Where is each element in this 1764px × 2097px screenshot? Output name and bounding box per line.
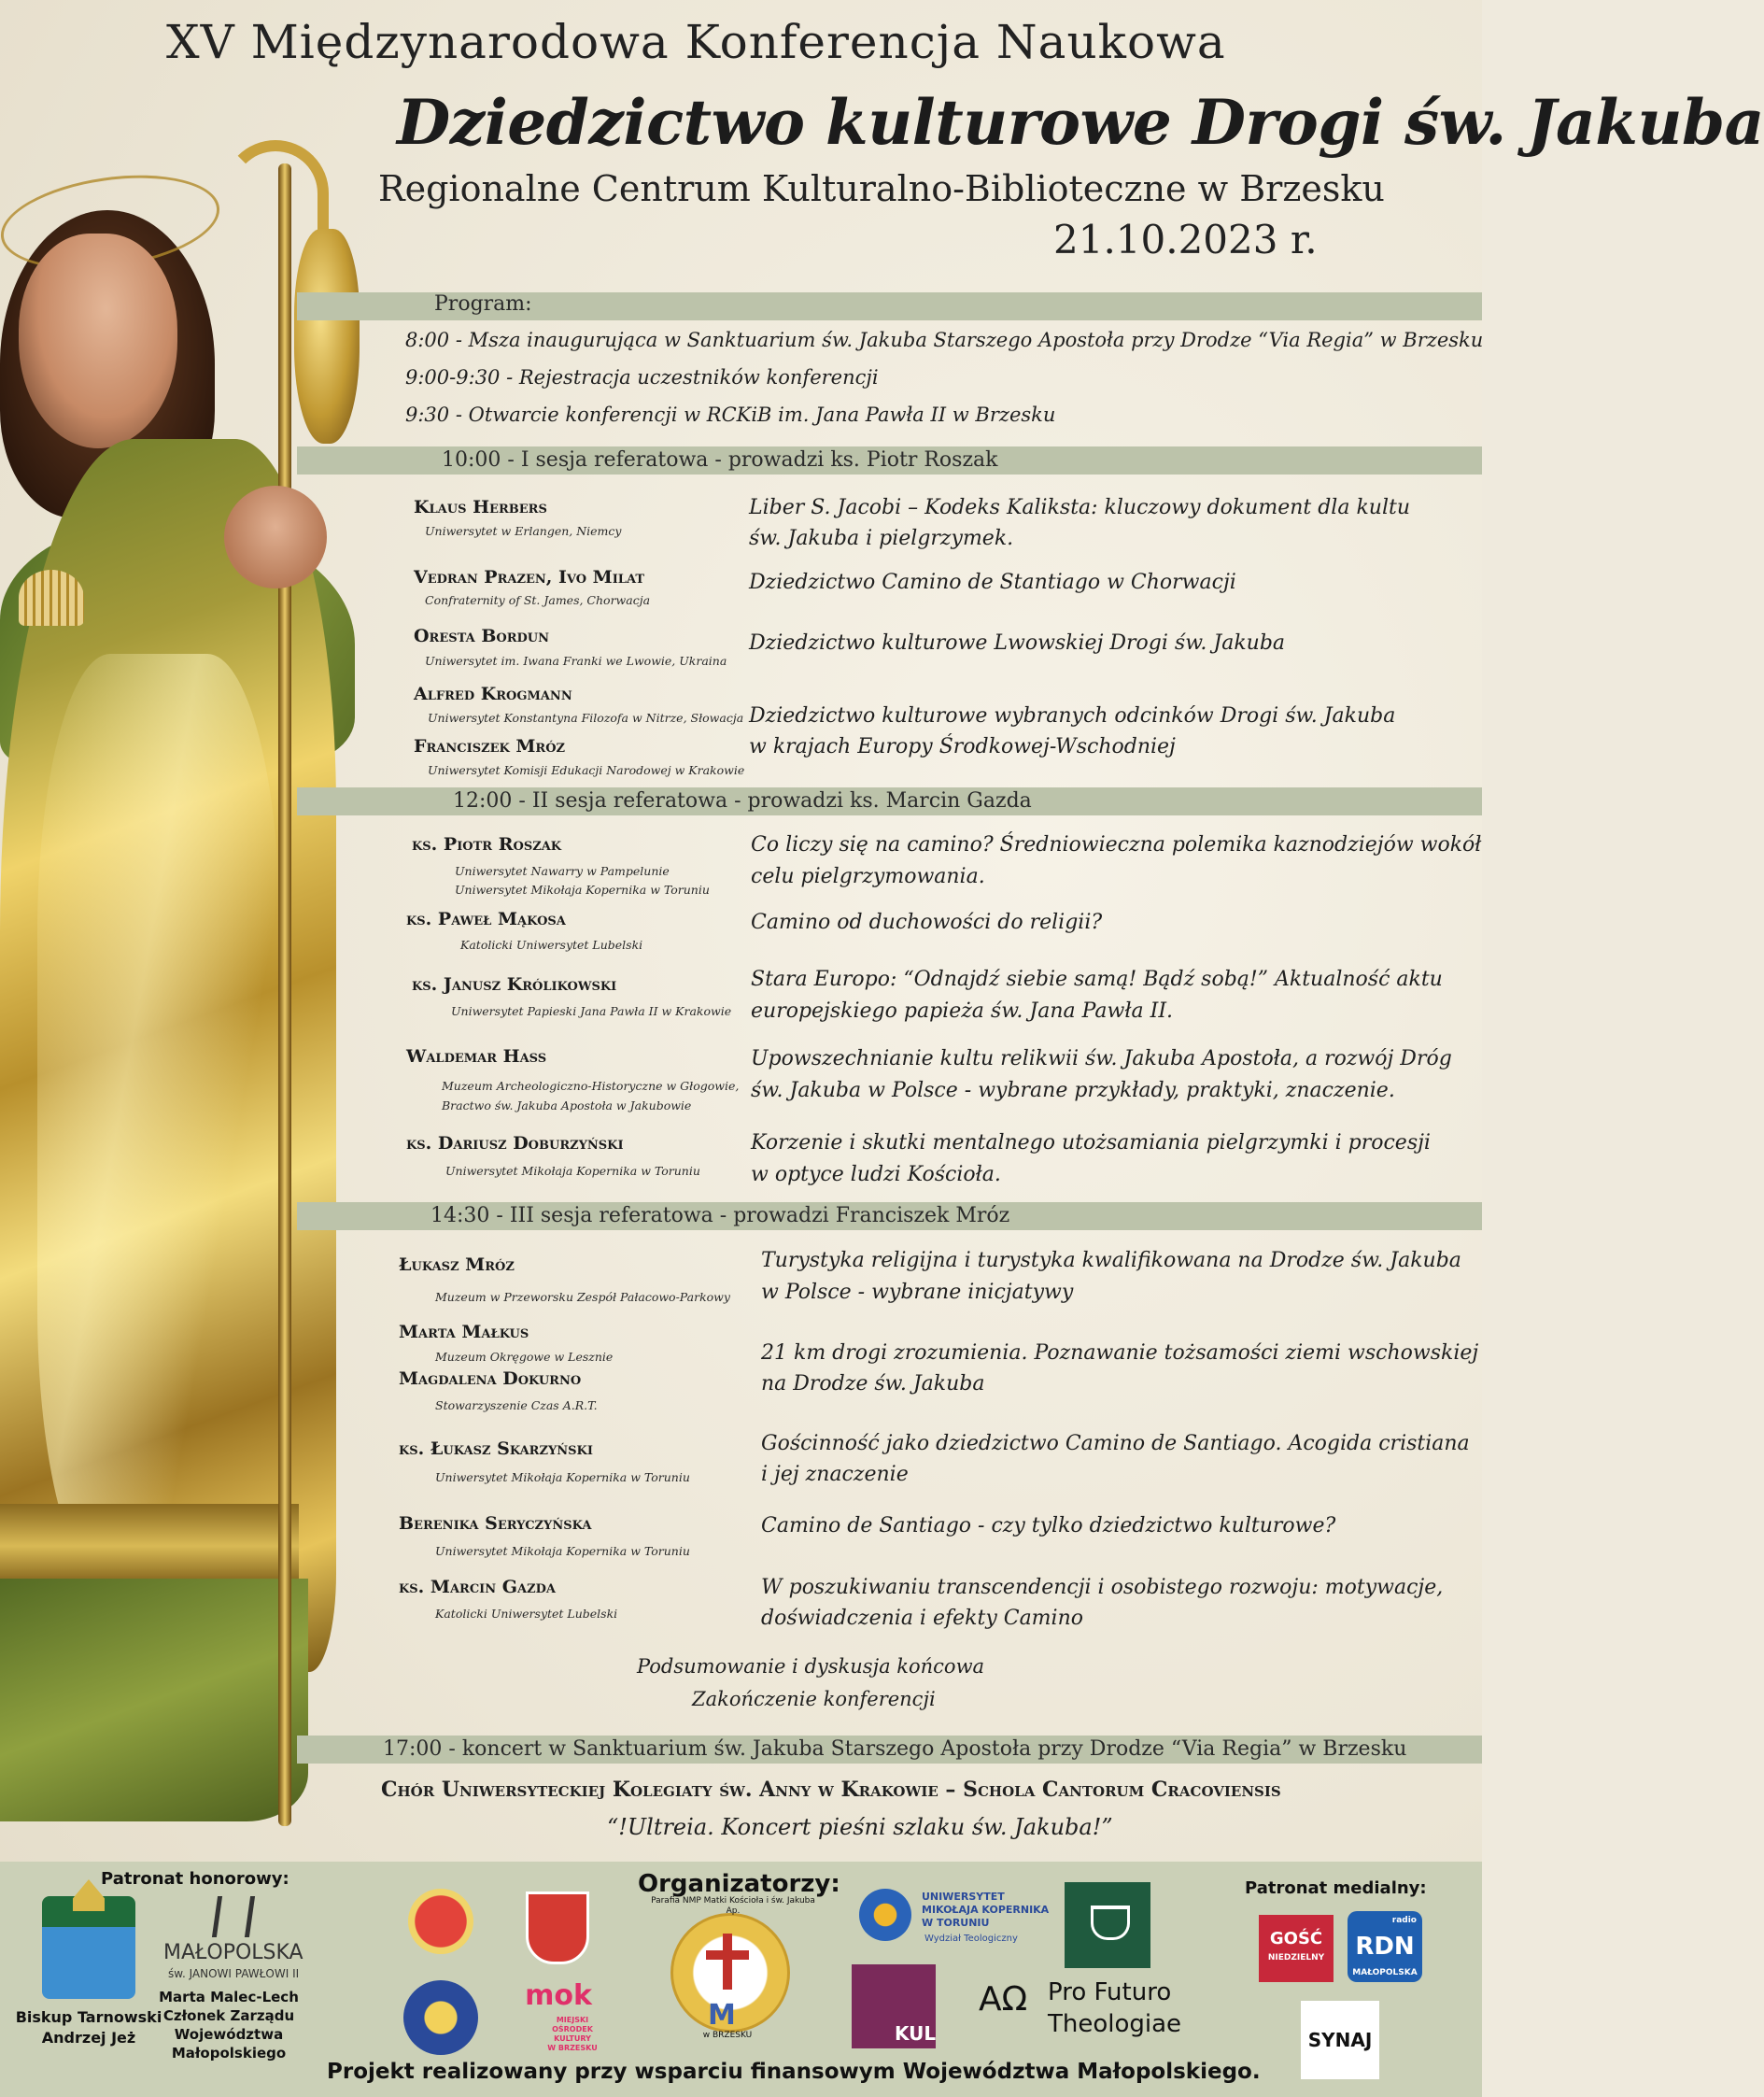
conference-closing: Zakończenie konferencji — [692, 1688, 936, 1710]
venue: Regionalne Centrum Kulturalno-Biblioteczne w Brzesku — [378, 168, 1385, 209]
speaker-affiliation-2: Uniwersytet Mikołaja Kopernika w Toruniu — [455, 883, 710, 897]
talk-title-cont: celu pielgrzymowania. — [751, 865, 985, 888]
speaker-affiliation: Muzeum Okręgowe w Lesznie — [435, 1350, 614, 1364]
parish-logo-letter: M — [708, 1999, 736, 2032]
session-3-title: 14:30 - III sesja referatowa - prowadzi Franciszek Mróz — [430, 1204, 1010, 1227]
speaker-name: ks. Paweł Mąkosa — [406, 909, 566, 929]
funding-note: Projekt realizowany przy wsparciu finansowym Województwa Małopolskiego. — [327, 2060, 1261, 2084]
brzesko-coat-of-arms-icon — [408, 1889, 473, 1954]
program-label: Program: — [434, 292, 532, 316]
speaker-name: Franciszek Mróz — [414, 736, 566, 757]
media-patronage-label: Patronat medialny: — [1245, 1878, 1427, 1898]
umk-logo-icon — [859, 1889, 911, 1941]
marta-caption-4: Małopolskiego — [171, 2045, 287, 2062]
session-1-title: 10:00 - I sesja referatowa - prowadzi ks. Piotr Roszak — [442, 448, 998, 472]
mok-logo-icon: mok — [525, 1978, 592, 2012]
honorary-patronage-label: Patronat honorowy: — [101, 1869, 289, 1889]
speaker-affiliation: Uniwersytet Nawarry w Pampelunie — [455, 864, 670, 878]
speaker-name: Marta Małkus — [399, 1322, 529, 1342]
talk-title-cont: i jej znaczenie — [761, 1463, 909, 1486]
talk-title: W poszukiwaniu transcendencji i osobistego rozwoju: motywacje, — [761, 1576, 1444, 1599]
speaker-affiliation-2: Bractwo św. Jakuba Apostoła w Jakubowie — [442, 1098, 692, 1112]
marta-caption-3: Województwa — [174, 2026, 284, 2043]
speaker-name: Vedran Prazen, Ivo Milat — [414, 567, 644, 588]
talk-title: Turystyka religijna i turystyka kwalifikowana na Drodze św. Jakuba — [761, 1249, 1461, 1272]
speaker-name: Oresta Bordun — [414, 626, 549, 646]
brotherhood-logo-icon — [403, 1980, 478, 2055]
talk-title: Camino de Santiago - czy tylko dziedzictwo kulturowe? — [761, 1514, 1336, 1537]
talk-title: Liber S. Jacobi – Kodeks Kaliksta: kluczowy dokument dla kultu — [749, 496, 1410, 519]
mok-caption-4: W BRZESKU — [547, 2044, 598, 2052]
pilgrim-gourd — [294, 229, 360, 444]
talk-title: Dziedzictwo kulturowe wybranych odcinków Drogi św. Jakuba — [749, 704, 1396, 728]
talk-title: Dziedzictwo kulturowe Lwowskiej Drogi św. Jakuba — [749, 631, 1286, 655]
statue-robe-hem — [0, 1504, 299, 1588]
organizers-label: Organizatorzy: — [638, 1870, 840, 1898]
talk-title-cont: św. Jakuba i pielgrzymek. — [749, 527, 1014, 550]
conference-date: 21.10.2023 r. — [1053, 217, 1318, 262]
mok-caption-1: MIEJSKI — [556, 2016, 589, 2024]
umk-name-1: UNIWERSYTET — [922, 1891, 1005, 1903]
speaker-affiliation: Uniwersytet Papieski Jana Pawła II w Krakowie — [451, 1004, 732, 1018]
parish-town: w BRZESKU — [702, 2031, 753, 2040]
umk-name-2: MIKOŁAJA KOPERNIKA — [922, 1904, 1050, 1916]
speaker-name: Alfred Krogmann — [414, 684, 572, 704]
program-item-2: 9:00-9:30 - Rejestracja uczestników konferencji — [405, 366, 879, 389]
mok-caption-2: OŚRODEK — [552, 2025, 593, 2033]
malopolska-logo-text: MAŁOPOLSKA — [163, 1941, 303, 1964]
conference-edition: XV Międzynarodowa Konferencja Naukowa — [166, 15, 1226, 69]
conference-title: Dziedzictwo kulturowe Drogi św. Jakuba — [397, 86, 1764, 159]
radio-rdn-logo-icon: radio RDN MAŁOPOLSKA — [1348, 1911, 1422, 1982]
gosc-niedzielny-logo-icon: GOŚĆ NIEDZIELNY — [1259, 1915, 1334, 1982]
mok-caption-3: KULTURY — [554, 2034, 591, 2043]
concert-subtitle: “!Ultreia. Koncert pieśni szlaku św. Jakuba!” — [607, 1814, 1113, 1840]
speaker-name: ks. Łukasz Skarzyński — [399, 1438, 593, 1459]
statue-hand — [224, 486, 327, 588]
statue-head — [19, 234, 177, 448]
statue-lower-robe — [0, 1579, 308, 1821]
pro-futuro-mark: ΑΩ — [979, 1980, 1028, 2019]
malopolska-logo-sub: św. JANOWI PAWŁOWI II — [168, 1967, 300, 1980]
session-2-title: 12:00 - II sesja referatowa - prowadzi ks. Marcin Gazda — [453, 789, 1032, 813]
speaker-affiliation: Confraternity of St. James, Chorwacja — [425, 593, 651, 607]
umk-name-3: W TORUNIU — [922, 1917, 990, 1929]
talk-title: Dziedzictwo Camino de Stantiago w Chorwacji — [749, 571, 1236, 594]
talk-title: Stara Europo: “Odnajdź siebie samą! Bądź sobą!” Aktualność aktu — [751, 968, 1443, 991]
scallop-shell-icon — [19, 570, 84, 626]
speaker-affiliation: Katolicki Uniwersytet Lubelski — [460, 938, 643, 952]
santiago-cross-icon — [723, 1934, 732, 1990]
talk-title: Camino od duchowości do religii? — [751, 911, 1103, 934]
talk-title: Gościnność jako dziedzictwo Camino de Santiago. Acogida cristiana — [761, 1432, 1470, 1455]
speaker-affiliation: Muzeum Archeologiczno-Historyczne w Głogowie, — [442, 1079, 740, 1093]
scales-icon — [1091, 1906, 1130, 1940]
county-coat-of-arms-icon — [526, 1892, 589, 1964]
speaker-name: ks. Janusz Królikowski — [412, 974, 617, 995]
talk-title: 21 km drogi zrozumienia. Poznawanie tożsamości ziemi wschowskiej — [761, 1341, 1479, 1365]
marta-caption-2: Członek Zarządu — [162, 2007, 295, 2024]
speaker-affiliation: Stowarzyszenie Czas A.R.T. — [435, 1398, 598, 1412]
santiago-cross-arm-icon — [706, 1950, 749, 1960]
malopolska-logo-icon — [212, 1896, 255, 1937]
speaker-affiliation: Uniwersytet Mikołaja Kopernika w Toruniu — [435, 1470, 690, 1484]
speaker-name: Łukasz Mróz — [399, 1254, 515, 1275]
statue-robe-shine — [37, 654, 280, 1588]
summary-discussion: Podsumowanie i dyskusja końcowa — [637, 1655, 985, 1678]
speaker-affiliation: Uniwersytet Mikołaja Kopernika w Toruniu — [445, 1164, 700, 1178]
speaker-name: Klaus Herbers — [414, 497, 547, 517]
speaker-name: Berenika Seryczyńska — [399, 1513, 592, 1534]
talk-title-cont: europejskiego papieża św. Jana Pawła II. — [751, 999, 1173, 1023]
marta-caption-1: Marta Malec-Lech — [159, 1989, 299, 2005]
kul-logo-text: KUL — [895, 2022, 937, 2045]
concert-title: 17:00 - koncert w Sanktuarium św. Jakuba Starszego Apostoła przy Drodze “Via Regia” w Brzesku — [383, 1737, 1407, 1761]
talk-title-cont: na Drodze św. Jakuba — [761, 1372, 985, 1396]
pro-futuro-line-1: Pro Futuro — [1048, 1978, 1172, 2006]
pro-futuro-line-2: Theologiae — [1048, 2010, 1182, 2038]
program-item-3: 9:30 - Otwarcie konferencji w RCKiB im. Jana Pawła II w Brzesku — [405, 404, 1056, 426]
synaj-logo-icon: SYNAJ — [1301, 2001, 1379, 2079]
talk-title-cont: doświadczenia i efekty Camino — [761, 1607, 1083, 1630]
talk-title: Upowszechnianie kultu relikwii św. Jakuba Apostoła, a rozwój Dróg — [751, 1047, 1452, 1070]
bishop-caption-2: Andrzej Jeż — [41, 2029, 136, 2047]
speaker-affiliation: Katolicki Uniwersytet Lubelski — [435, 1607, 618, 1621]
talk-title-cont: w optyce ludzi Kościoła. — [751, 1163, 1001, 1186]
umk-faculty: Wydział Teologiczny — [924, 1934, 1018, 1944]
speaker-affiliation: Uniwersytet Mikołaja Kopernika w Toruniu — [435, 1544, 690, 1558]
speaker-name: Magdalena Dokurno — [399, 1368, 582, 1389]
speaker-name: ks. Piotr Roszak — [412, 834, 562, 855]
speaker-name: ks. Dariusz Doburzyński — [406, 1133, 624, 1154]
talk-title-cont: w krajach Europy Środkowej-Wschodniej — [749, 735, 1176, 758]
talk-title-cont: św. Jakuba w Polsce - wybrane przykłady, praktyki, znaczenie. — [751, 1079, 1395, 1102]
talk-title-cont: w Polsce - wybrane inicjatywy — [761, 1281, 1074, 1304]
pilgrim-staff — [278, 163, 291, 1826]
speaker-name: Waldemar Hass — [406, 1046, 547, 1067]
speaker-affiliation: Uniwersytet Komisji Edukacji Narodowej w Krakowie — [428, 763, 745, 777]
parish-name: Parafia NMP Matki Kościoła i św. Jakuba Ap. — [651, 1896, 815, 1916]
program-item-1: 8:00 - Msza inaugurująca w Sanktuarium św. Jakuba Starszego Apostoła przy Drodze “Via Regia” w Brzesku — [405, 329, 1484, 351]
speaker-affiliation: Uniwersytet w Erlangen, Niemcy — [425, 524, 622, 538]
talk-title: Co liczy się na camino? Średniowieczna polemika kaznodziejów wokół — [751, 833, 1482, 857]
choir-name: Chór Uniwersyteckiej Kolegiaty św. Anny w Krakowie – Schola Cantorum Cracoviensis — [381, 1778, 1281, 1802]
talk-title: Korzenie i skutki mentalnego utożsamiania pielgrzymki i procesji — [751, 1131, 1431, 1155]
speaker-affiliation: Uniwersytet Konstantyna Filozofa w Nitrze, Słowacja — [428, 711, 744, 725]
speaker-name: ks. Marcin Gazda — [399, 1577, 556, 1597]
bishop-coat-of-arms-icon — [42, 1896, 135, 1999]
speaker-affiliation: Uniwersytet im. Iwana Franki we Lwowie, Ukraina — [425, 654, 727, 668]
bishop-caption-1: Biskup Tarnowski — [15, 2008, 162, 2026]
speaker-affiliation: Muzeum w Przeworsku Zespół Pałacowo-Parkowy — [435, 1290, 730, 1304]
